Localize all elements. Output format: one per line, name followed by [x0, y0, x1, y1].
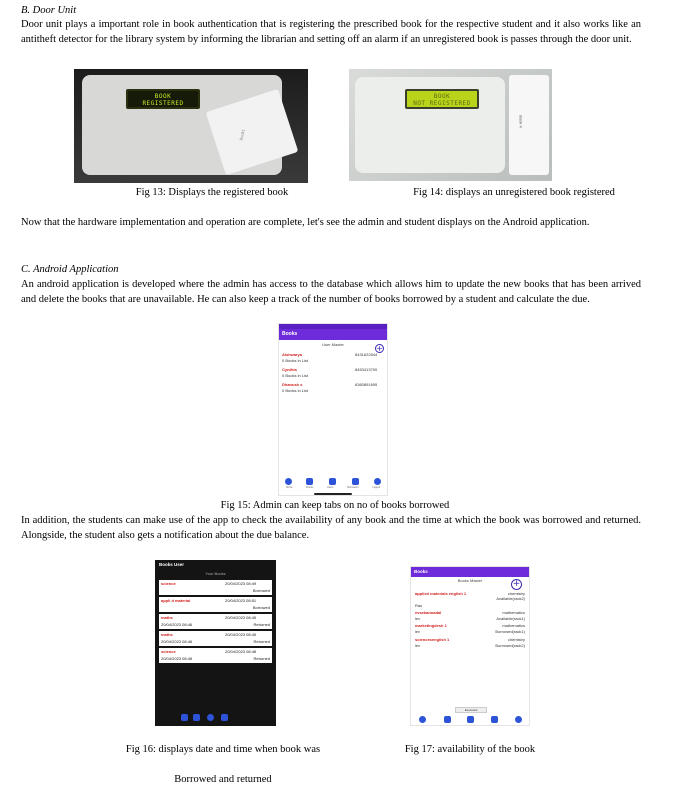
bottom-nav-labels [279, 486, 387, 489]
app-title: Books [411, 567, 529, 577]
rfid-card: Book1 [206, 89, 299, 175]
return-date: 20/04/2023 08:48 [161, 656, 193, 661]
user-name[interactable]: Aishwarya [282, 352, 303, 357]
status-text: Borrowed [252, 605, 270, 610]
user-name[interactable]: Cynthia [282, 367, 297, 372]
book-category: chemistry [507, 591, 525, 596]
book-name: maths [161, 632, 173, 637]
book-title[interactable]: applied materials english 1 [415, 591, 467, 596]
executed-button[interactable]: Executed [455, 707, 487, 713]
borrow-date: 20/04/2023 08:48 [225, 649, 257, 654]
status-text: Returned [253, 622, 270, 627]
logout-icon[interactable] [221, 714, 228, 721]
tab-your-books[interactable]: Your Books [205, 571, 226, 576]
borrowers-icon[interactable] [352, 478, 359, 485]
fig13-photo [74, 69, 308, 183]
book-title[interactable]: evsekannadal [415, 610, 442, 615]
fig17-phone [410, 566, 530, 726]
list-item[interactable] [159, 597, 272, 612]
book-category: chemistry [507, 637, 525, 642]
book-name: appli d material [161, 598, 191, 603]
book-author: lev [415, 629, 421, 634]
book-status: Available(rack2) [496, 596, 525, 601]
users-icon[interactable] [329, 478, 336, 485]
logout-icon[interactable] [515, 716, 522, 723]
borrow-date: 20/04/2023 08:45 [225, 632, 257, 637]
user-books: 0 Books in List [282, 388, 309, 393]
books-icon[interactable] [444, 716, 451, 723]
book-title[interactable]: sciencesenglish 1 [415, 637, 450, 642]
list-item[interactable] [159, 648, 272, 663]
gesture-bar [314, 493, 352, 495]
dollar-icon[interactable] [207, 714, 214, 721]
fig17-caption: Fig 17: availability of the book [404, 744, 536, 755]
list-item[interactable] [159, 631, 272, 646]
borrow-date: 20/04/2023 08:45 [225, 615, 257, 620]
tab-books-master[interactable]: Books Master [457, 578, 483, 583]
user-books: 0 Books in List [282, 358, 309, 363]
section-b-heading: B. Door Unit [21, 5, 77, 16]
status-text: Returned [253, 656, 270, 661]
status-text: Returned [253, 639, 270, 644]
books-icon[interactable] [306, 478, 313, 485]
books-icon[interactable] [181, 714, 188, 721]
book-status: Available(rack1) [496, 616, 525, 621]
section-c-heading: C. Android Application [21, 264, 119, 275]
add-book-icon[interactable]: + [512, 579, 521, 589]
fig16-caption-line2: Borrowed and returned [174, 774, 272, 786]
home-icon[interactable] [285, 478, 292, 485]
student-paragraph: In addition, the students can make use of the app to check the availability of any book and the time at which the book was borrowed and returned. Alongside, the student also gets a notification about the due balance. [21, 515, 641, 542]
user-phone: 8431622644 [355, 352, 378, 357]
user-phone: 8453413700 [355, 367, 378, 372]
lcd-line1: BOOK [433, 93, 451, 100]
users-icon[interactable] [467, 716, 474, 723]
list-item[interactable] [159, 614, 272, 629]
app-title: Books [279, 329, 387, 340]
nav-label: Users [327, 486, 334, 489]
book-category: mathematics [502, 623, 525, 628]
book-author: Ras [415, 603, 423, 608]
rfid-card: Book 4 [509, 75, 549, 175]
fig16-phone [155, 560, 276, 726]
user-name[interactable]: Dhanush s [282, 382, 303, 387]
lcd-line1: BOOK [154, 93, 172, 100]
lcd-display [126, 89, 200, 109]
tab-user-master[interactable]: User Master [322, 342, 344, 347]
book-category: mathematics [502, 610, 525, 615]
book-name: maths [161, 615, 173, 620]
spellcheck-squiggle [390, 734, 410, 738]
borrowers-icon[interactable] [491, 716, 498, 723]
borrow-date: 20/04/2023 08:49 [225, 581, 257, 586]
book-name: science [161, 649, 176, 654]
lcd-line2: REGISTERED [142, 100, 184, 107]
app-title: Books User [159, 562, 185, 567]
lcd-line2: NOT REGISTERED [413, 100, 471, 107]
lcd-display [405, 89, 479, 109]
section-b-paragraph: Door unit plays a important role in book authentication that is registering the prescribed book for the respective student and it also works like an antitheft detector for the library system by informing the librarian and setting off an alarm if an unregistered book is passes through the door unit. [21, 19, 641, 46]
book-status: Borrowed(rack2) [495, 643, 525, 648]
fig15-phone [278, 323, 388, 496]
fig15-caption: Fig 15: Admin can keep tabs on no of books borrowed [220, 500, 450, 511]
section-c-paragraph: An android application is developed where the admin has access to the database which allows him to update the new books that has been arrived and delete the books that are unavailable. He can also keep a track of the number of books borrowed by a student and calculate the due. [21, 279, 641, 306]
borrow-date: 20/04/2023 08:51 [225, 598, 257, 603]
user-phone: 6360891695 [355, 382, 378, 387]
user-books: 0 Books in List [282, 373, 309, 378]
return-date: 20/04/2023 08:46 [161, 622, 193, 627]
fig13-caption: Fig 13: Displays the registered book [135, 187, 289, 198]
nav-label: Borrowers [347, 486, 359, 489]
list-icon[interactable] [193, 714, 200, 721]
spellcheck-squiggle [206, 765, 244, 767]
fig16-caption-line1: Fig 16: displays date and time when book was [125, 744, 321, 755]
logout-icon[interactable] [374, 478, 381, 485]
nav-label: Home [285, 486, 293, 489]
home-icon[interactable] [419, 716, 426, 723]
book-author: lev [415, 616, 421, 621]
book-author: lev [415, 643, 421, 648]
fig14-caption: Fig 14: displays an unregistered book registered [413, 187, 615, 198]
status-text: Borrowed [252, 588, 270, 593]
fig14-photo [349, 69, 552, 181]
book-name: science [161, 581, 176, 586]
list-item[interactable] [159, 580, 272, 595]
nav-label: Logout [372, 486, 381, 489]
transition-paragraph: Now that the hardware implementation and operation are complete, let's see the admin and student displays on the Android application. [21, 217, 590, 228]
nav-label: Books [306, 486, 314, 489]
book-status: Borrowed(rack1) [495, 629, 525, 634]
book-title[interactable]: marketingdesh 1 [415, 623, 447, 628]
add-user-icon[interactable]: + [376, 344, 383, 353]
return-date: 20/04/2023 08:46 [161, 639, 193, 644]
fig16-caption [104, 742, 342, 788]
